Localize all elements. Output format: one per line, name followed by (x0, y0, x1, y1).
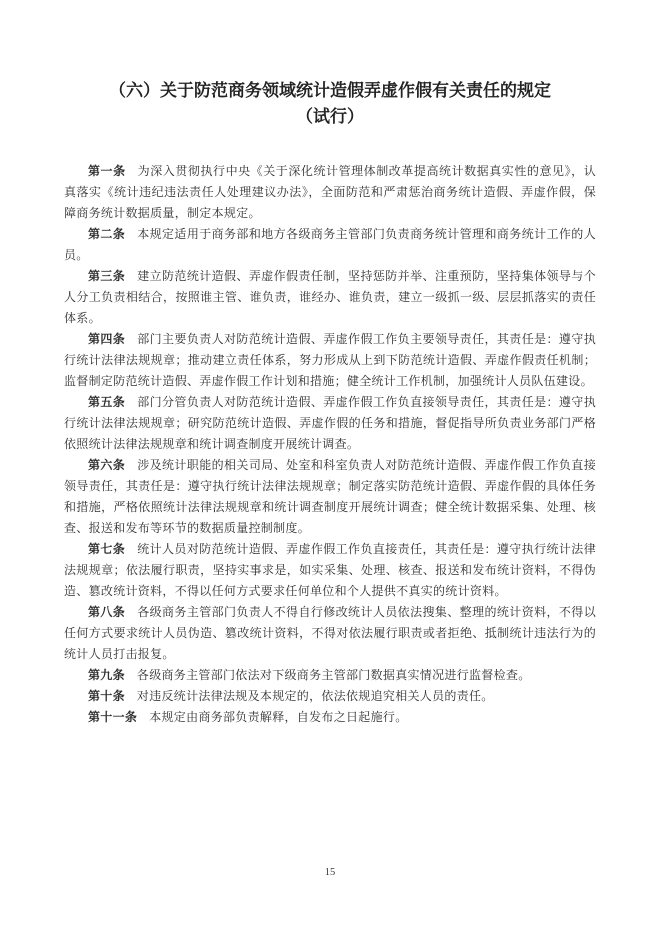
article-paragraph (64, 707, 596, 728)
article-paragraph (64, 455, 596, 539)
article-label: 第四条 (88, 331, 126, 346)
article-paragraph (64, 161, 596, 224)
article-paragraph (64, 686, 596, 707)
article-paragraph (64, 665, 596, 686)
article-label: 第二条 (88, 226, 126, 241)
article-label: 第十一条 (88, 709, 138, 724)
article-paragraph (64, 392, 596, 455)
article-paragraph (64, 224, 596, 266)
document-title (64, 78, 596, 131)
article-text: 各级商务主管部门负责人不得自行修改统计人员依法搜集、整理的统计资料，不得以任何方式要求统计人员伪造、篡改统计资料，不得对依法履行职责或者拒绝、抵制统计违法行为的统计人员打击报复。 (64, 604, 596, 661)
article-label: 第九条 (88, 667, 125, 682)
article-text: 部门分管负责人对防范统计造假、弄虚作假工作负直接领导责任，其责任是：遵守执行统计法律法规规章；研究防范统计造假、弄虚作假的任务和措施，督促指导所负责业务部门严格依照统计法律法规规章和统计调查制度开展统计调查。 (64, 394, 596, 451)
article-label: 第五条 (88, 394, 126, 409)
article-text: 统计人员对防范统计造假、弄虚作假工作负直接责任，其责任是：遵守执行统计法律法规规章；依法履行职责，坚持实事求是，如实采集、处理、核查、报送和发布统计资料，不得伪造、篡改统计资料，不得以任何方式要求任何单位和个人提供不真实的统计资料。 (64, 541, 596, 598)
article-text: 各级商务主管部门依法对下级商务主管部门数据真实情况进行监督检查。 (136, 667, 531, 682)
article-label: 第十条 (88, 688, 125, 703)
article-label: 第六条 (88, 457, 126, 472)
article-label: 第三条 (88, 268, 126, 283)
document-body (64, 161, 596, 728)
article-text: 部门主要负责人对防范统计造假、弄虚作假工作负主要领导责任，其责任是：遵守执行统计法律法规规章；推动建立责任体系，努力形成从上到下防范统计造假、弄虚作假责任机制；监督制定防范统计造假、弄虚作假工作计划和措施；健全统计工作机制，加强统计人员队伍建设。 (64, 331, 596, 388)
article-label: 第八条 (88, 604, 126, 619)
document-title-line1: （六）关于防范商务领域统计造假弄虚作假有关责任的规定 (109, 81, 551, 100)
article-text: 为深入贯彻执行中央《关于深化统计管理体制改革提高统计数据真实性的意见》，认真落实《统计违纪违法责任人处理建议办法》，全面防范和严肃惩治商务统计造假、弄虚作假，保障商务统计数据质量，制定本规定。 (64, 163, 596, 220)
article-paragraph (64, 602, 596, 665)
article-paragraph (64, 539, 596, 602)
document-title-line2: （试行） (296, 107, 364, 127)
article-text: 本规定适用于商务部和地方各级商务主管部门负责商务统计管理和商务统计工作的人员。 (64, 226, 596, 262)
article-text: 本规定由商务部负责解释，自发布之日起施行。 (149, 709, 408, 724)
article-text: 涉及统计职能的相关司局、处室和科室负责人对防范统计造假、弄虚作假工作负直接领导责任，其责任是：遵守执行统计法律法规规章；制定落实防范统计造假、弄虚作假的具体任务和措施，严格依照统计法律法规规章和统计调查制度开展统计调查；健全统计数据采集、处理、核查、报送和发布等环节的数据质量控制制度。 (64, 457, 596, 535)
page-number: 15 (324, 867, 336, 878)
document-content (64, 78, 596, 728)
article-paragraph (64, 329, 596, 392)
article-label: 第七条 (88, 541, 126, 556)
article-paragraph (64, 266, 596, 329)
article-label: 第一条 (88, 163, 126, 178)
article-text: 对违反统计法律法规及本规定的，依法依规追究相关人员的责任。 (136, 688, 494, 703)
article-text: 建立防范统计造假、弄虚作假责任制，坚持惩防并举、注重预防，坚持集体领导与个人分工负责相结合，按照谁主管、谁负责，谁经办、谁负责，建立一级抓一级、层层抓落实的责任体系。 (64, 268, 596, 325)
